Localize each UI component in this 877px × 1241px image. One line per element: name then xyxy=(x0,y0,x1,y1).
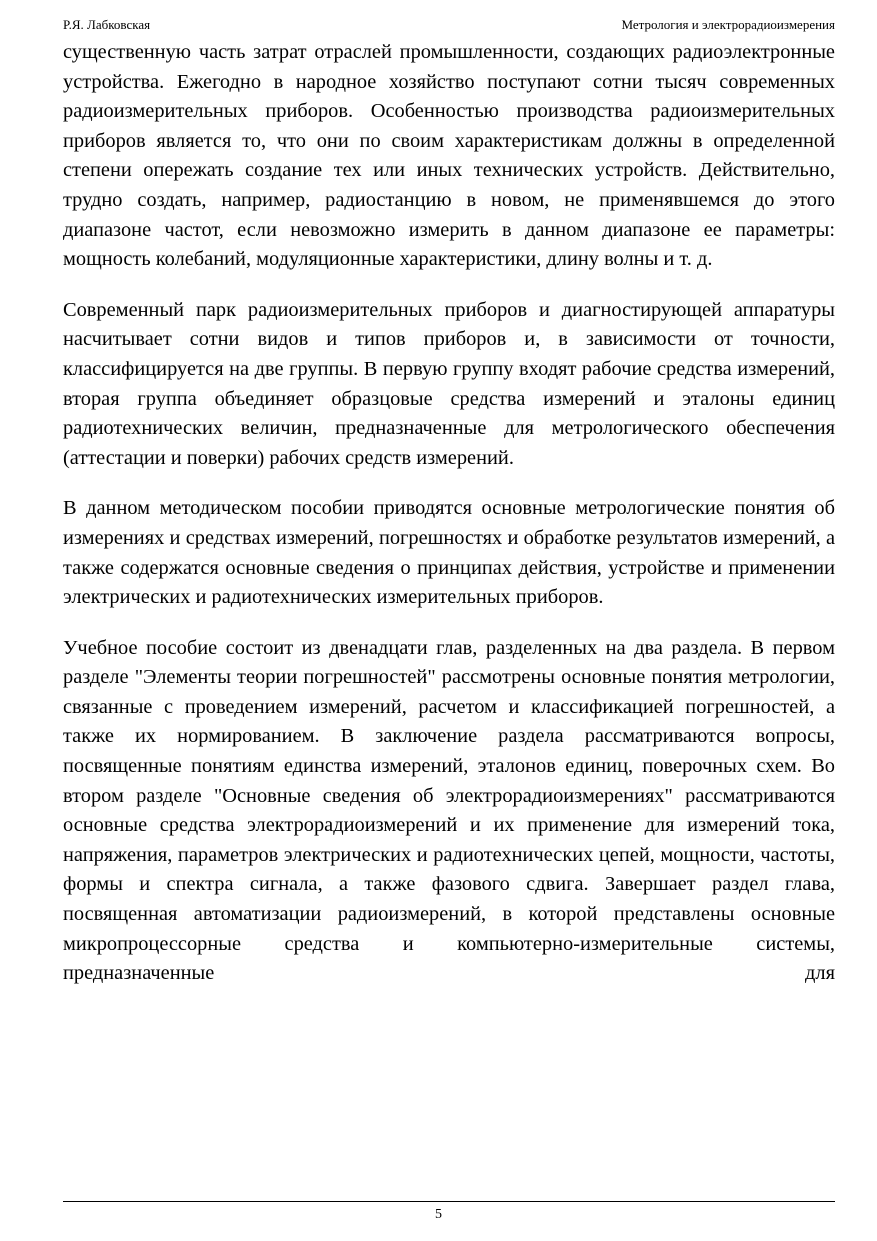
header-author: Р.Я. Лабковская xyxy=(63,17,151,32)
paragraph-2: Современный парк радиоизмерительных приборов и диагностирующей аппаратуры насчитывает сотни видов и типов приборов и, в зависимости от точности, классифицируется на две группы. В первую группу входят рабочие средства измерений, вторая группа объединяет образцовые средства измерений и эталоны единиц радиотехнических величин, предназначенные для метрологического обеспечения (аттестации и поверки) рабочих средств измерений. xyxy=(63,298,835,469)
paragraph-4: Учебное пособие состоит из двенадцати глав, разделенных на два раздела. В первом разделе "Элементы теории погрешностей" рассмотрены основные понятия метрологии, связанные с проведением измерений, расчетом и классификацией погрешностей, а также их нормированием. В заключение раздела рассматриваются вопросы, посвященные понятиям единства измерений, эталонов единиц, поверочных схем. Во втором разделе "Основные сведения об электрорадиоизмерениях" рассматриваются основные средства электрорадиоизмерений и их применение для измерений тока, напряжения, параметров электрических и радиотехнических цепей, мощности, частоты, формы и спектра сигнала, а также фазового сдвига. Завершает раздел глава, посвященная автоматизации радиоизмерений, в которой представлены основные микропроцессорные средства и компьютерно-измерительные системы, предназначенные для xyxy=(63,636,835,985)
footer-divider xyxy=(63,1201,835,1202)
running-header xyxy=(63,15,835,35)
page-number: 5 xyxy=(435,1207,442,1222)
paragraph-3: В данном методическом пособии приводятся основные метрологические понятия об измерениях и средствах измерений, погрешностях и обработке результатов измерений, а также содержатся основные сведения о принципах действия, устройстве и применении электрических и радиотехнических измерительных приборов. xyxy=(63,497,835,609)
paragraph-1: существенную часть затрат отраслей промышленности, создающих радиоэлектронные устройства. Ежегодно в народное хозяйство поступают сотни тысяч современных радиоизмерительных приборов. Особенностью производства радиоизмерительных приборов является то, что они по своим характеристикам должны в определенной степени опережать создание тех или иных технических устройств. Действительно, трудно создать, например, радиостанцию в новом, не применявшемся до этого диапазоне частот, если невозможно измерить в данном диапазоне ее параметры: мощность колебаний, модуляционные характеристики, длину волны и т. д. xyxy=(63,41,835,271)
body-text xyxy=(63,38,835,989)
header-book-title: Метрология и электрорадиоизмерения xyxy=(621,17,835,32)
